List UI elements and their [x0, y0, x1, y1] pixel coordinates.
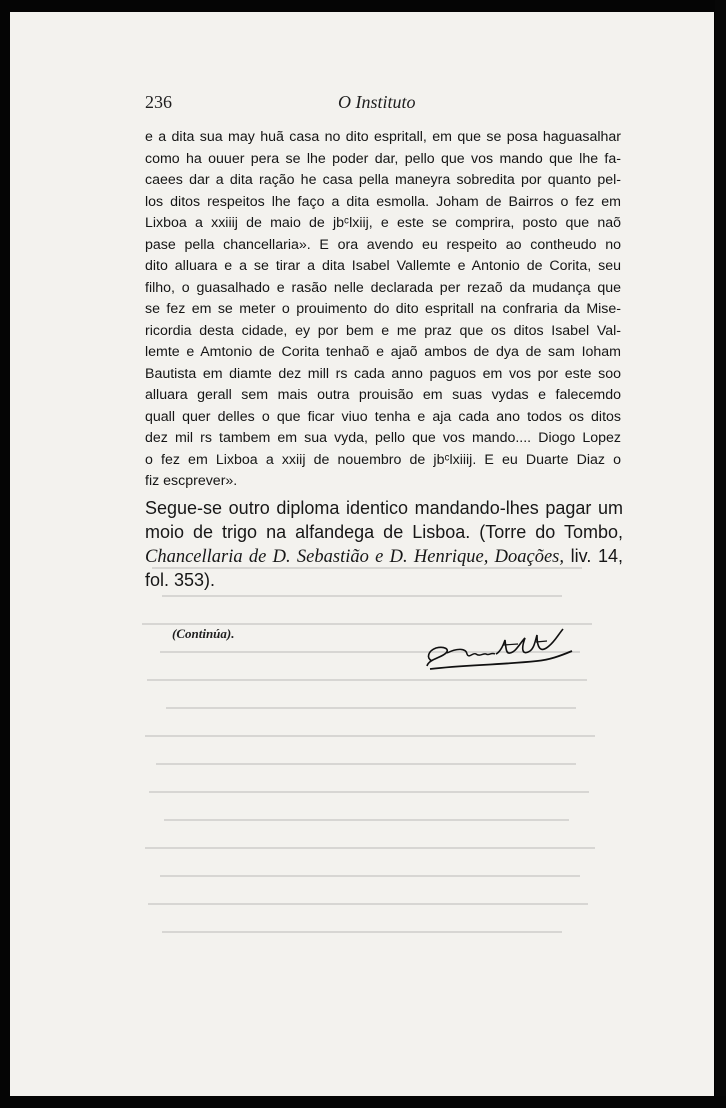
body-line: fiz escprever». [145, 473, 238, 489]
scan-bottom-border [0, 1096, 726, 1108]
scan-top-border [0, 0, 726, 12]
body-line: alluara gerall sem mais outra prouisão em suas vydas e falecemdo [145, 387, 621, 403]
running-title: O Instituto [338, 92, 416, 112]
editorial-note [145, 496, 623, 592]
body-line: caees dar a dita ração he casa pella maneyra sobredita por quanto pel- [145, 172, 621, 188]
note-line: Segue-se outro diploma identico mandando-lhes pagar um [145, 498, 623, 518]
scan-right-border [715, 0, 726, 1108]
author-signature [419, 618, 578, 676]
continued-label: (Continúa). [172, 626, 235, 641]
body-line: como ha ouuer pera se lhe poder dar, pello que vos mando que lhe fa- [145, 150, 621, 167]
body-line: dez mil rs tambem em sua vyda, pello que vos mando.... Diogo Lopez [145, 430, 621, 446]
body-line: Lixboa a xxiiij de maio de jbᶜlxiij, e este se comprira, posto que naõ [145, 215, 621, 231]
page-number: 236 [145, 92, 172, 112]
body-line: Bautista em diamte dez mill rs cada anno paguos em vos por este soo [145, 365, 621, 382]
body-line: los ditos respeitos lhe faço a dita esmolla. Joham de Bairros o fez em [145, 193, 621, 210]
body-line: quall quer delles o que ficar viuo tenha e aja cada ano todos os ditos [145, 408, 621, 425]
note-line: moio de trigo na alfandega de Lisboa. (Torre do Tombo, [145, 522, 623, 542]
body-line: lemte e Amtonio de Corita tenhaõ e ajaõ ambos de dya de sam Ioham [145, 344, 621, 360]
note-source-italic: Chancellaria de D. Sebastião e D. Henrique, Doações, [145, 547, 564, 567]
note-line: fol. 353). [145, 570, 216, 590]
note-line [145, 544, 623, 568]
body-line: pase pella chancellaria». E ora avendo eu respeito ao contheudo no [145, 236, 621, 253]
body-line: ricordia desta cidade, ey por bem e me praz que os ditos Isabel Val- [145, 322, 621, 339]
body-line: e a dita sua may huã casa no dito espritall, em que se posa haguasalhar [145, 129, 621, 145]
body-line: se fez em se meter o prouimento do dito espritall na confraria da Mise- [145, 301, 621, 317]
body-paragraph [145, 127, 621, 493]
note-source-reference: liv. 14, [564, 546, 623, 566]
scan-left-border [0, 0, 10, 1108]
document-page [10, 12, 714, 1096]
page-header [145, 84, 621, 118]
body-line: dito alluara e a se tirar a dita Isabel Vallemte e Antonio de Corita, seu [145, 258, 621, 274]
body-line: filho, o guasalhado e rasão nelle declarada per rezaõ da mudança que [145, 279, 621, 296]
body-line: o fez em Lixboa a xxiij de nouembro de jbᶜlxiiij. E eu Duarte Diaz o [145, 451, 621, 468]
